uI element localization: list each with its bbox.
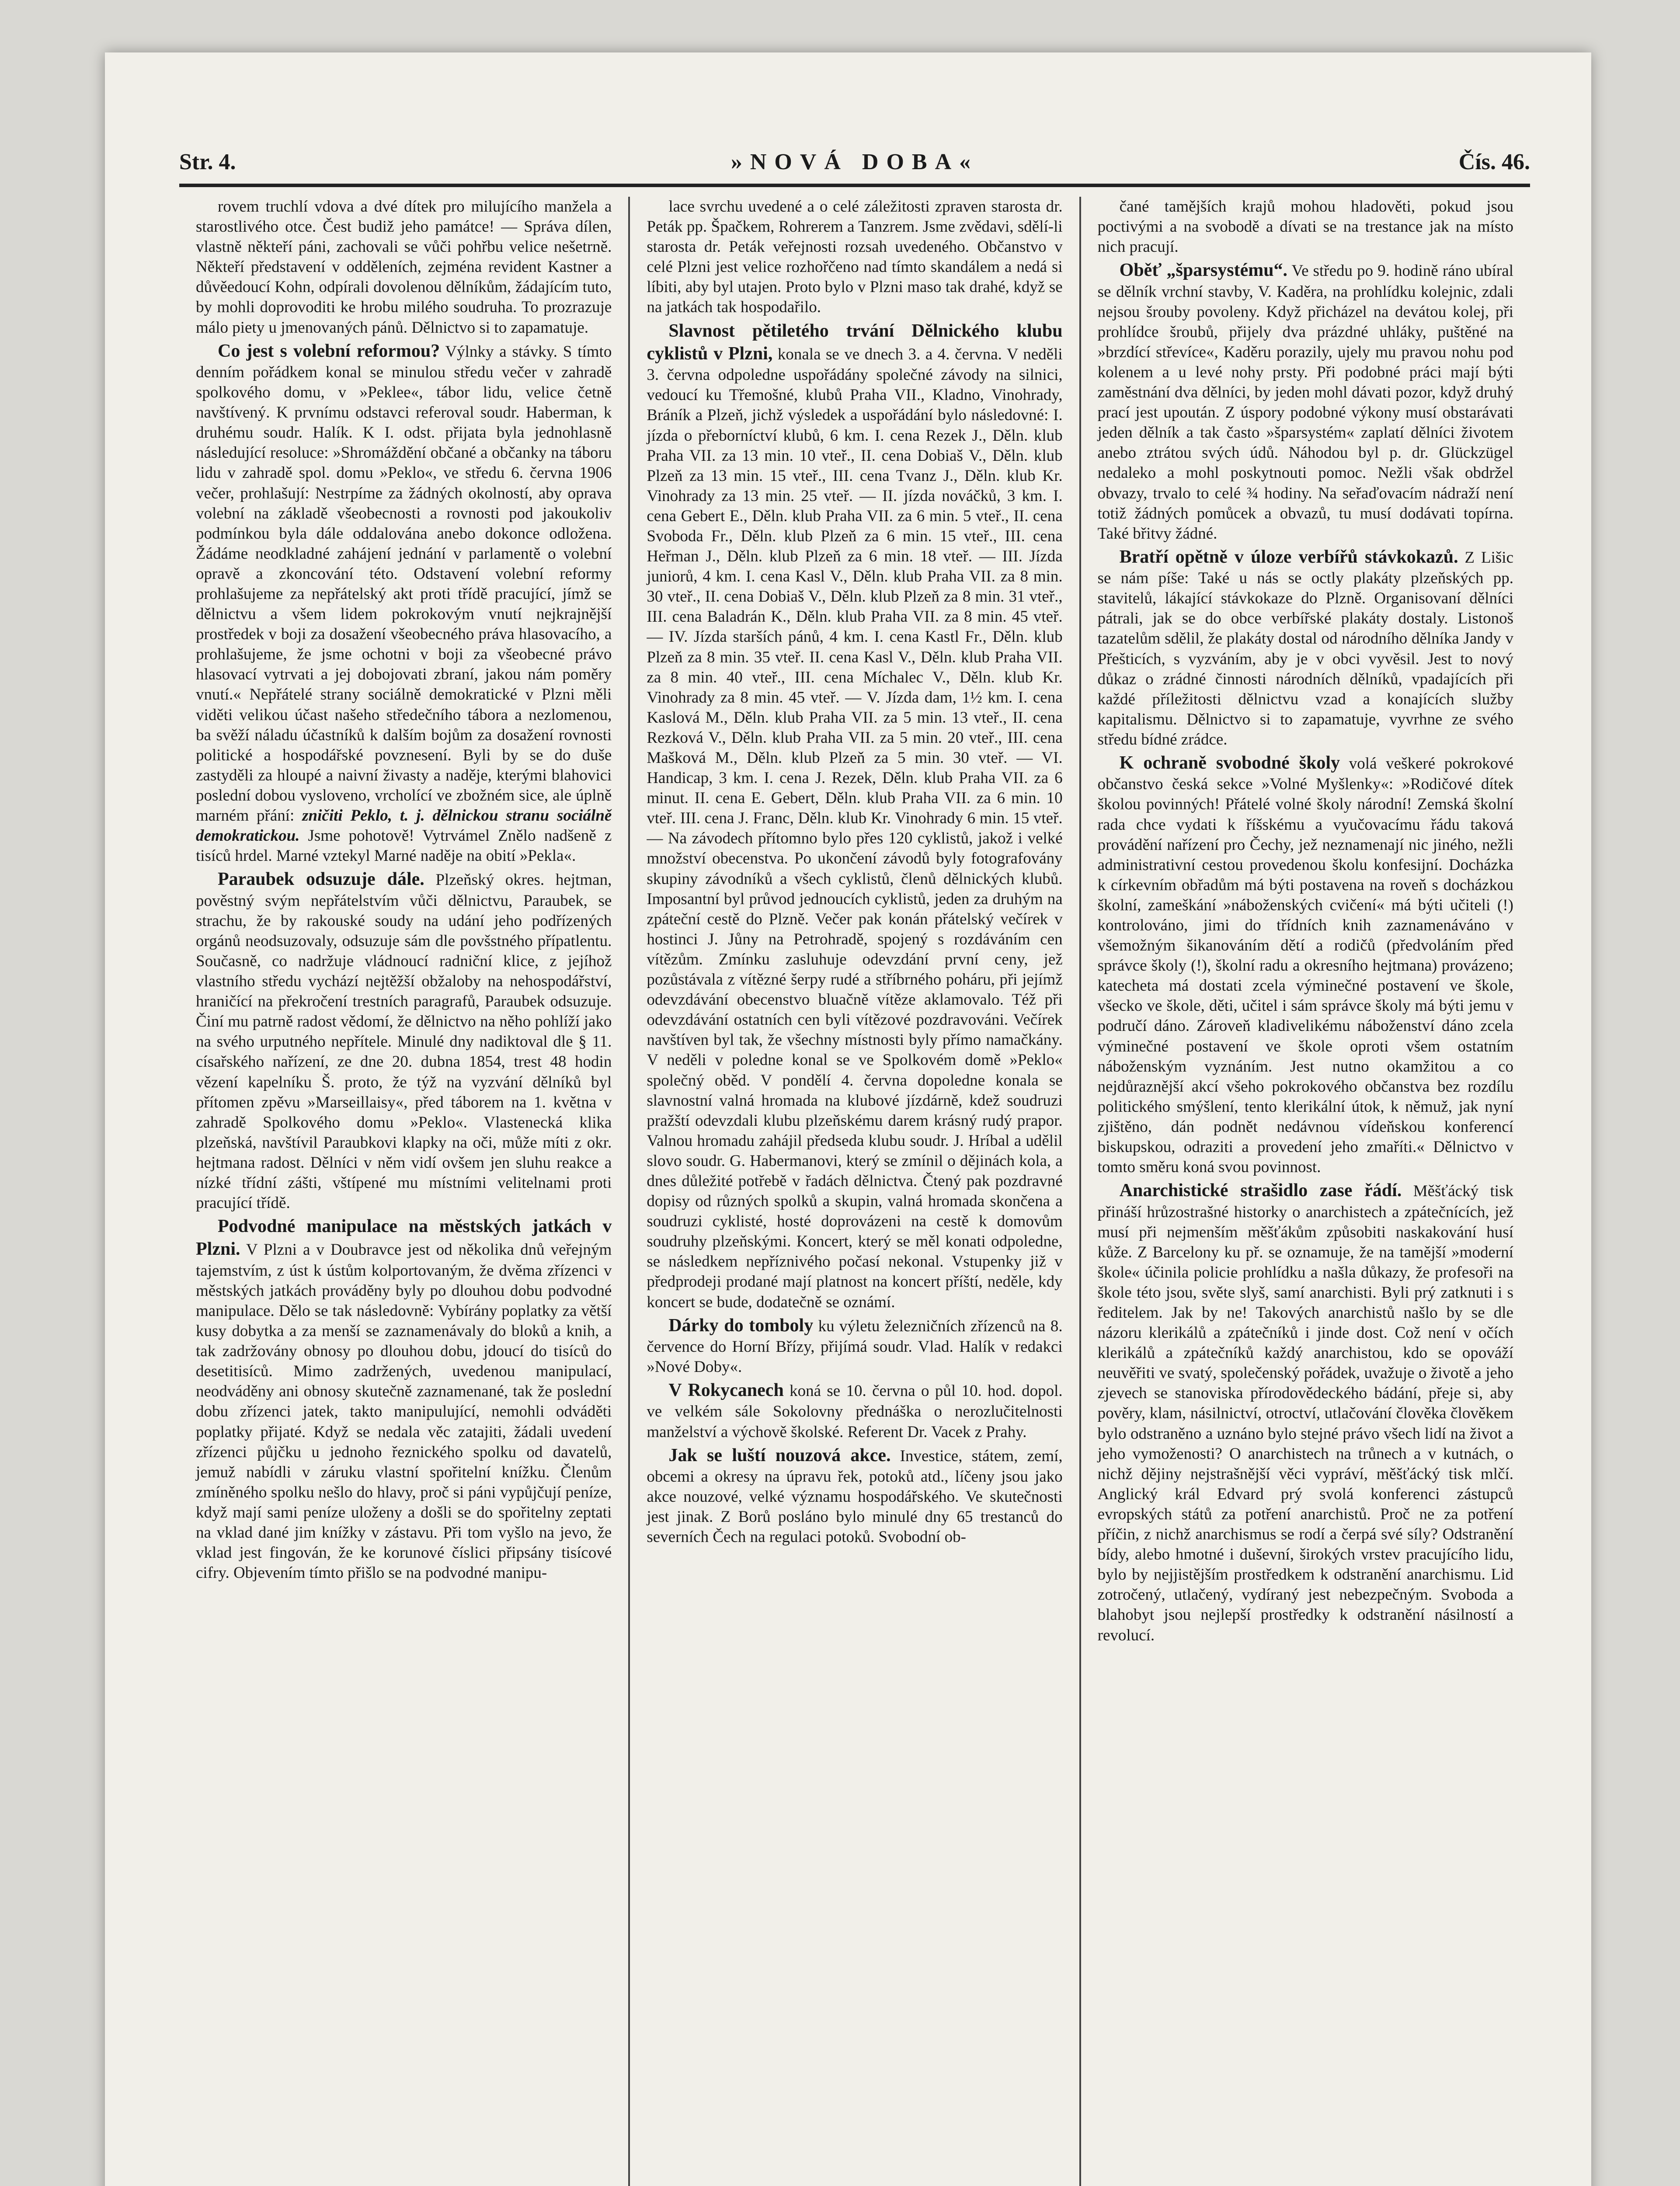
column-1	[179, 197, 628, 2186]
article-heading: V Rokycanech	[668, 1380, 784, 1401]
article-heading: Podvodné manipulace na městských jatkách v Plzni.	[196, 1216, 612, 1260]
article-text: V Plzni a v Doubravce jest od několika dnů veřejným tajemstvím, z úst k ústům kolportovaným, že dvěma zřízenci v městských jatkách prováděny byly po dlouhou dobu podvodné manipulace. Dělo se tak následovně: Vybírány poplatky za větší kusy dobytka a za menší se zaznamenávaly do bloků a knih, a tak zadržovány obnosy po dlouhou dobu, jdoucí do tisíců do desetitisíců. Mimo zadržených, uvedenou manipulací, neodváděny ani obnosy skutečně zaznamenané, tak že poslední dobu zřízenci jatek, takto manipulující, nemohli odváděti poplatky přijaté. Když se nedala věc zatajiti, žádali uvedení zřízenci půjčku u jednoho řeznického spolku od davatelů, jemuž nabídli v záruku vlastní spořitelní knížku. Členům zmíněného spolku nešlo do hlavy, proč si páni vypůjčují peníze, když mají sami peníze uloženy a došli se do spořitelny zeptati na vklad dané jim knížky v zástavu. Při tom vyšlo na jevo, že vklad jest fingován, že ke korunové číslici připsány tisícové cifry. Objevením tímto přišlo se na podvodné manipu-	[196, 1241, 612, 1582]
column-3	[1079, 197, 1530, 2186]
page-header	[179, 131, 1530, 179]
article	[196, 1215, 612, 1583]
article-text: ku výletu železničních zřízenců na 8. července do Horní Břízy, přijímá soudr. Vlad. Halík v redakci »Nové Doby«.	[647, 1317, 1063, 1376]
article-text: Ve středu po 9. hodině ráno ubíral se dělník vrchní stavby, V. Kaděra, na prohlídku kolejnic, zdali nejsou šrouby povoleny. Když přicházel na devátou kolej, při prohlídce šroubů, přijely dva prázdné uhláky, puštěné na »brzdící střevíce«, Kaděru porazily, ujely mu pravou nohu pod kolenem a u levé nohy prsty. Při podobné práci mají býti zaměstnání dva dělníci, by jeden mohl dávati pozor, když druhý prací jest upoután. Z úspory podobné výkony musí obstarávati jeden dělník a tak často »šparsystém« zaplatí dělníci životem anebo ztrátou svých údů. Náhodou byl p. dr. Glückzügel nedaleko a mohl poskytnouti pomoc. Nežli však obdržel obvazy, trvalo to celé ¾ hodiny. Na seřaďovacím nádraží není totiž žádných pomůcek a obvazů, tu musí dodávati topírna. Také břitvy žádné.	[1097, 262, 1513, 543]
article-text: Z Lišic se nám píše: Také u nás se octly plakáty plzeňských pp. stavitelů, lákající stávkokaze do Plzně. Organisovaní dělníci pátrali, jak se do obce verbířské plakáty dostaly. Listonoš tazatelům sdělil, že plakáty dostal od národního dělníka Jandy v Přešticích, s vyzváním, aby je v obci vyvěsil. Jest to nový důkaz o zrádné činnosti národních dělníků, vpadajících při každé příležitosti dělnictvu vzad a konajících služby kapitalismu. Dělnictvo si to zapamatuje, vyvrhne ze svého středu bídné zrádce.	[1097, 548, 1513, 748]
text-columns	[179, 197, 1530, 2186]
article	[647, 1444, 1062, 1548]
issue-number: Čís. 46.	[1458, 150, 1530, 174]
article	[1098, 1179, 1513, 1645]
article-text: volá veškeré pokrokové občanstvo česká sekce »Volné Myšlenky«: »Rodičové dítek školou povinných! Přátelé volné školy národní! Zemská školní rada chce vydati k říšskému a vyučovacímu řádu taková provádění nařízení pro Čechy, jež neznamenají nic jiného, nežli administrativní cestou provedenou školu konfesijní. Docházka k církevním obřadům má býti postavena na roveň s docházkou školní, zameškání »náboženských cvičení« má býti učiteli (!) kontrolováno, jimi do třídních knih zaznamenáváno v všemožným šikanováním dětí a rodičů (předvoláním před správce školy (!), školní radu a okresního hejtmana) provázeno; katecheta má dostati zcela výminečné postavení ve škole, všecko ve škole, děti, učitel i sám správce školy má býti jemu v područí dáno. Zároveň kladivelikému náboženství dáno zcela výminečné postavení ve škole oproti všem ostatním náboženským vyznáním. Jest nutno okamžitou a co nejdůraznější akcí všeho pokrokového občanstva bez rozdílu politického smýšlení, tento klerikální útok, k němuž, jak nyní zjištěno, dán podnět nedávnou vídeňskou konferencí biskupskou, odraziti a provedení jeho zmaříti.« Dělnictvo v tomto směru koná svou povinnost.	[1097, 755, 1513, 1177]
column-2	[628, 197, 1079, 2186]
article-heading: Paraubek odsuzuje dále.	[218, 869, 424, 890]
article-heading: Dárky do tomboly	[668, 1315, 814, 1336]
article-text: Jsme pohotově! Vytrvámel Znělo nadšeně z tisíců hrdel. Marné vztekyl Marné naděje na obití »Pekla«.	[196, 827, 612, 865]
header-rule	[179, 184, 1530, 187]
article-heading: Oběť „šparsystému“.	[1119, 260, 1288, 281]
article-heading: Co jest s volební reformou?	[218, 341, 440, 361]
paragraph: čané tamějších krajů mohou hladověti, pokud jsou poctivými a na svobodě a dívati se na trestance jak na místo nich pracují.	[1097, 198, 1513, 256]
article-text: Plzeňský okres. hejtman, pověstný svým nepřátelstvím vůči dělnictvu, Paraubek, se strachu, že by rakouské soudy na udání jeho podřízených orgánů neodsuzovaly, odsuzuje sám dle povšstného přípatlentu. Současně, co nadržuje vládnoucí radniční klice, z jejíhož vlastního středu vychází nejtěžší obžaloby na nehospodářství, hraničící na překročení trestních paragrafů, Paraubek odsuzuje. Činí mu patrně radost vědomí, že dělnictvo na něho pohlíží jako na svého urputného nepřítele. Minulé dny nadiktoval dle § 11. císařského nařízení, ze dne 20. dubna 1854, trest 48 hodin vězení kapelníku Š. proto, že týž na vyzvání dělníků byl přítomen zpěvu »Marseillaisy«, před táborem na 1. května v zahradě Spolkového domu »Peklo«. Vlastenecká klika plzeňská, navštívil Paraubkovi klapky na oči, může míti z okr. hejtmana radost. Dělníci v něm vidí ovšem jen sluhu reakce a nízké třídní zášti, vštípené mu místními velitelnami proti pracující třídě.	[196, 871, 612, 1212]
paragraph: lace svrchu uvedené a o celé záležitosti zpraven starosta dr. Peták pp. Špačkem, Rohrerem a Tanzrem. Jsme zvědavi, sdělí-li starosta dr. Peták veřejnosti rozsah uvedeného. Občanstvo v celé Plzni jest velice rozhořčeno nad tímto skandálem a nedá si líbiti, aby byl utajen. Proto bylo v Plzni maso tak drahé, když se na jatkách tak hospodařilo.	[647, 198, 1063, 317]
page-number: Str. 4.	[179, 150, 236, 174]
article	[647, 1314, 1062, 1378]
article	[1098, 752, 1513, 1177]
article	[1098, 259, 1513, 544]
article-heading: Slavnost pětiletého trvání Dělnického klubu cyklistů v Plzni,	[647, 320, 1063, 364]
paragraph: rovem truchlí vdova a dvé dítek pro milujícího manžela a starostlivého otce. Čest budiž jeho památce! — Správa dílen, vlastně někteří páni, zachovali se vůči pohřbu velice nešetrně. Někteří představení v odděleních, zejména revident Kastner a důvěedoucí Kohn, odpírali dovolenou dělníkům, žádajícím tuto, by mohli doprovoditi ke hrobu milého soudruha. To prozrazuje málo piety u jmenovaných pánů. Dělnictvo si to zapamatuje.	[196, 198, 612, 337]
emphasis-text: zničiti Peklo, t. j. dělnickou stranu sociálně demokratickou.	[196, 807, 612, 845]
article-text: koná se 10. června o půl 10. hod. dopol. ve velkém sále Sokolovny přednáška o nerozlučitelnosti manželství a výchově školské. Referent Dr. Vacek z Prahy.	[647, 1382, 1063, 1441]
article-text: Výlnky a stávky. S tímto denním pořádkem konal se minulou středu večer v zahradě spolkového domu, v »Peklee«, tábor lidu, velice četně navštívený. K prvnímu odstavci referoval soudr. Haberman, k druhému soudr. Halík. K I. odst. přijata byla jednohlasně následující resoluce: »Shromáždění občané a občanky na táboru lidu v zahradě spol. domu »Peklo«, ve středu 6. června 1906 večer, prohlašují: Nestrpíme za žádných okolností, aby oprava volební na základě všeobecnosti a rovnosti pod jakoukoliv podmínkou byla dále oddalována anebo dokonce odložena. Žádáme neodkladné zahájení jednání v parlamentě o volební opravě a zkoncování této. Odstavení volební reformy prohlašujeme za nepřátelský akt proti třídě pracující, jímž se dělnictvu a všem lidem pokrokovým vnutí nejkrajnější prostředek v boji za dosažení všeobecného práva hlasovacího, a prohlašujeme, že jsme ochotni v boji za všeobecné právo hlasovací vytrvati a jej dobojovati zbraní, jakou nám poměry vnutí.« Nepřátelé strany sociálně demokratické v Plzni měli viděti velikou účast našeho středečního tábora a nezlomenou, ba svěží náladu účastníků k dalším bojům za dosažení rovnosti politické a hospodářské povznesení. Byli by se do duše zastyděli za hloupé a naivní živasty a naděje, kterými blahovici poslední dobou vysloveno, vrcholící ve zbožném sice, ale úplně marném přání:	[196, 342, 612, 825]
article-text: Investice, státem, zemí, obcemi a okresy na úpravu řek, potoků atd., líčeny jsou jako akce nouzové, velké významu hospodářského. Ve skutečnosti jest jinak. Z Borů posláno bylo minulé dny 65 trestanců do severních Čech na regulaci potoků. Svobodní ob-	[647, 1447, 1063, 1546]
article	[1098, 546, 1513, 750]
newspaper-page	[105, 52, 1591, 2186]
article-text: konala se ve dnech 3. a 4. června. V neděli 3. června odpoledne uspořádány společné závody na silnici, vedoucí ku Třemošné, klubů Praha VII., Kladno, Vinohrady, Bráník a Plzeň, jichž výsledek a uspořádání bylo následovné: I. jízda o přeborníctví klubů, 6 km. I. cena Rezek J., Děln. klub Praha VII. za 13 min. 10 vteř., II. cena Dobiaš V., Děln. klub Plzeň za 13 min. 15 vteř., III. cena Tvanz J., Děln. klub Kr. Vinohrady za 13 min. 25 vteř. — II. jízda nováčků, 3 km. I. cena Gebert E., Děln. klub Praha VII. za 6 min. 5 vteř., II. cena Svoboda Fr., Děln. klub Plzeň za 6 min. 15 vteř., III. cena Heřman J., Děln. klub Plzeň za 6 min. 18 vteř. — III. Jízda juniorů, 4 km. I. cena Kasl V., Děln. klub Praha VII. za 8 min. 30 vteř., II. cena Dobiaš V., Děln. klub Plzeň za 8 min. 31 vteř., III. cena Baladrán K., Děln. klub Praha VII. za 8 min. 45 vteř. — IV. Jízda starších pánů, 4 km. I. cena Kastl Fr., Děln. klub Plzeň za 8 min. 35 vteř. II. cena Kasl V., Děln. klub Praha VII. za 8 min. 40 vteř., III. cena Míchalec V., Děln. klub Kr. Vinohrady za 8 min. 45 vteř. — V. Jízda dam, 1½ km. I. cena Kaslová M., Děln. klub Praha VII. za 5 min. 13 vteř., II. cena Rezková V., Děln. klub Praha VII. za 5 min. 20 vteř., III. cena Mašková M., Děln. klub Plzeň za 5 min. 30 vteř. — VI. Handicap, 3 km. I. cena J. Rezek, Děln. klub Praha VII. za 6 minut. II. cena E. Gebert, Děln. klub Praha VII. za 6 min. 10 vteř. III. cena J. Franc, Děln. klub Kr. Vinohrady 6 min. 15 vteř. — Na závodech přítomno bylo přes 120 cyklistů, jakož i velké množství obecenstva. Po ukončení závodů byly fotografovány skupiny závodníků a všech cyklistů, členů dělnických klubů. Imposantní byl průvod jednoucích cyklistů, jeden za druhým na zpáteční cestě do Plzně. Večer pak konán přátelský večírek v hostinci J. Jůny na Petrohradě, spojený s rozdáváním cen vítězům. Zmínku zasluhuje odevzdání první ceny, jež pozůstávala z vítězné šerpy rudé a stříbrného poháru, při jejímž odevzdávání obecenstvo bluačně vítěze aklamovalo. Též při odevzdávání ostatních cen byli vítězové pozdravováni. Večírek navštíven byl tak, že všechny místnosti byly přímo namačkány. V neděli v poledne konal se ve Spolkovém domě »Peklo« společný oběd. V pondělí 4. června dopoledne konala se slavnostní valná hromada na klubové jízdárně, kdež soudruzi pražští odevzdali klubu plzeňskému darem krásný rudý prapor. Valnou hromadu zahájil předseda klubu soudr. J. Hríbal a udělil slovo soudr. G. Habermanovi, který se zmínil o dějinách kola, a dnes důležité potřebě v řadách dělnictva. Čtený pak pozdravné dopisy od různých spolků a skupin, valná hromada skončena a soudruzi cyklisté, hosté doprovázeni na cestě k domovům soudruhy plzeňskými. Koncert, který se měl konati odpoledne, se následkem nepříznivého počasí nekonal. Vstupenky již v předprodeji prodané mají platnost na koncert příští, neděle, kdy koncert se bude, dodatečně se oznámí.	[647, 345, 1063, 1311]
article-heading: Bratří opětně v úloze verbířů stávkokazů.	[1119, 546, 1458, 567]
article	[196, 868, 612, 1213]
article	[196, 340, 612, 867]
article	[647, 1379, 1062, 1442]
article	[647, 320, 1062, 1312]
article-text: Měšťácký tisk přináší hrůzostrašné historky o anarchistech a zpátečnících, jež musí při nejmenším měšťákům způsobiti naskakování husí kůže. Z Barcelony ku př. se oznamuje, že na tamější »moderní škole« účinila policie prohlídku a našla důkazy, že profesoři na škole této jsou, světe slyš, samí anarchisti. Byli prý zatknuti i s ředitelem. Jak by ne! Takových anarchistů našlo by se dle názoru klerikálů a zpátečníků i jinde dost. Což není v očích klerikálů a zpátečníků každý anarchistou, kdo se opováží neuvěřiti ve svatý, společenský pořádek, uvažuje o životě a jeho zjevech se stanoviska přírodovědeckého bádání, přeje si, aby pověry, klam, násilnictví, otroctví, utlačování člověka člověkem bylo odstraněno a uznáno bylo stejné právo všech lidí na život a jeho vymoženosti? O anarchistech na trůnech a v kutnách, o nichž dějiny nejstrašnější věci vypráví, měšťácký tisk mlčí. Anglický král Edvard prý svolá konferenci zástupců evropských států za potření anarchistů. Proč ne za potření příčin, z nichž anarchismus se rodí a čerpá své síly? Odstranění bídy, alebo hmotné i duševní, širokých vrstev pracujícího lidu, bylo by nejjistějším prostředkem k odstranění anarchismu. Lid zotročený, utlačený, vydíraný jest nebezpečným. Svoboda a blahobyt jsou nejlepší prostředky k odstranění násilností a revolucí.	[1097, 1182, 1513, 1644]
article-heading: K ochraně svobodné školy	[1119, 753, 1340, 773]
newspaper-title: »NOVÁ DOBA«	[730, 150, 979, 174]
article-heading: Jak se luští nouzová akce.	[668, 1445, 891, 1465]
article-heading: Anarchistické strašidlo zase řádí.	[1119, 1180, 1402, 1201]
